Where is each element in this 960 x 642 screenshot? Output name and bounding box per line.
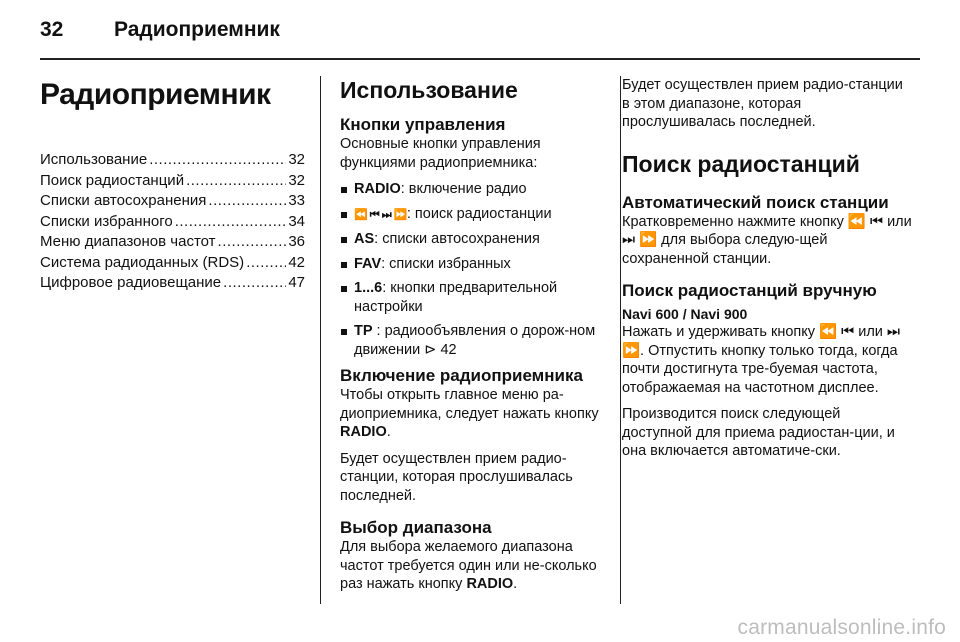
paragraph: Для выбора желаемого диапазона частот требуется один или не-сколько раз нажать кнопку RADIO. [340,539,597,592]
list-item: RADIO: включение радио [340,180,605,199]
paragraph: Чтобы открыть главное меню ра-диоприемника, следует нажать кнопку RADIO. [340,387,599,440]
bullet-icon [341,286,347,292]
table-of-contents [40,150,305,294]
paragraph: Производится поиск следующей доступной для приема радиостан-ции, и она включается автоматиче-ски. [622,406,895,459]
column-station-search [622,76,912,469]
column-divider [320,76,321,604]
toc-entry[interactable]: Меню диапазонов частот ..... 36 [40,232,305,253]
paragraph: Будет осуществлен прием радио-станции в этом диапазоне, которая прослушивалась последней. [622,77,903,130]
paragraph: Будет осуществлен прием радио-станции, которая прослушивалась последней. [340,450,573,504]
toc-entry[interactable]: Списки избранного ..... 34 [40,212,305,233]
column-divider [620,76,621,604]
control-list [340,180,605,359]
paragraph: Нажать и удерживать кнопку ⏪ ⏮ или ⏭ ⏩. Отпустить кнопку только тогда, когда почти достигнута тре-буемая частота, отображаемая на частотном дисплее. [622,324,900,396]
subsection-heading: Включение радиоприемника [340,366,583,385]
subsection-heading: Выбор диапазона [340,518,492,537]
running-title: Радиоприемник [114,18,280,41]
page-number: 32 [40,18,64,41]
bullet-icon [341,237,347,243]
page-header [40,14,920,60]
toc-entry[interactable]: Использование ..... 32 [40,150,305,171]
bullet-icon [341,329,347,335]
model-heading: Navi 600 / Navi 900 [622,306,748,322]
toc-entry[interactable]: Система радиоданных (RDS) ..... 42 [40,253,305,274]
bullet-icon [341,262,347,268]
watermark: carmanualsonline.info [737,616,946,639]
list-item: 1...6: кнопки предварительной настройки [340,279,605,316]
paragraph: Основные кнопки управления функциями радиоприемника: [340,136,541,171]
subsection-heading: Кнопки управления [340,115,506,134]
bullet-icon [341,187,347,193]
seek-buttons-icon: ⏪ ⏮ ⏭ ⏩ [354,208,407,221]
toc-entry[interactable]: Списки автосохранения ..... 33 [40,191,305,212]
section-heading: Использование [340,77,518,103]
chapter-title: Радиоприемник [40,78,271,111]
paragraph: Кратковременно нажмите кнопку ⏪ ⏮ или ⏭ ⏩ для выбора следую-щей сохраненной станции. [622,213,912,267]
toc-entry[interactable]: Цифровое радиовещание ..... 47 [40,273,305,294]
section-heading: Поиск радиостанций [622,150,860,177]
list-item: TP : радиообъявления о дорож-ном движении ⊳ 42 [340,322,605,359]
toc-entry[interactable]: Поиск радиостанций ..... 32 [40,171,305,192]
list-item: AS: списки автосохранения [340,230,605,249]
column-toc [40,76,305,294]
column-usage [340,76,605,602]
list-item: ⏪ ⏮ ⏭ ⏩: поиск радиостанции [340,205,605,225]
subsection-heading: Поиск радиостанций вручную [622,281,877,300]
list-item: FAV: списки избранных [340,255,605,274]
bullet-icon [341,212,347,218]
subsection-heading: Автоматический поиск станции [622,192,889,212]
